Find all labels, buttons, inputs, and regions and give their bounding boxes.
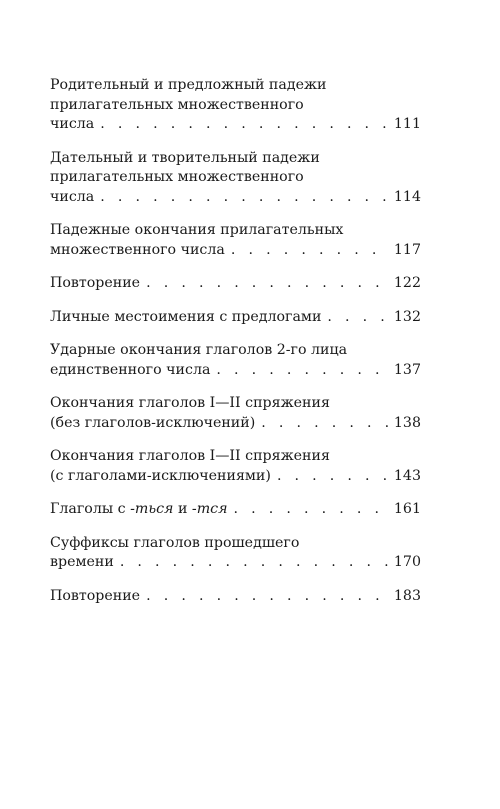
toc-entry [50, 500, 421, 520]
page-number: 137 [393, 361, 421, 378]
toc-entry-last-line [50, 553, 421, 573]
toc-entry-last-line [50, 241, 421, 261]
page-number: 138 [393, 414, 421, 431]
page-number: 117 [393, 241, 421, 258]
toc-entry-title-line: единственного числа [50, 361, 211, 378]
toc-entry-last-line [50, 587, 421, 607]
toc-entry [50, 447, 421, 486]
toc-entry-title-line: прилагательных множественного [50, 96, 304, 113]
dot-leader [261, 414, 388, 434]
dot-leader [327, 308, 387, 328]
toc-entry-title-line: Падежные окончания прилагательных [50, 222, 344, 238]
toc-entry-title-line: числа [50, 116, 95, 132]
toc-entry-last-line [50, 274, 421, 294]
toc-entry-title-line: числа [50, 188, 95, 205]
toc-entry-last-line [50, 188, 421, 208]
dot-leader [216, 361, 387, 381]
page-number: 183 [393, 587, 421, 604]
page-number: 114 [393, 188, 421, 205]
table-of-contents [50, 76, 421, 620]
toc-entry [50, 587, 421, 607]
toc-entry-last-line [50, 361, 421, 381]
dot-leader [234, 500, 388, 520]
toc-entry-last-line [50, 414, 421, 434]
page-number: 170 [393, 554, 421, 570]
toc-entry-title-line: Суффиксы глаголов прошедшего [50, 534, 300, 551]
dot-leader [100, 188, 388, 208]
dot-leader [146, 274, 388, 294]
dot-leader [231, 241, 388, 261]
toc-entry-title-line: Дательный и творительный падежи [50, 149, 320, 166]
dot-leader [120, 553, 388, 573]
toc-entry [50, 341, 421, 380]
title-text: и [173, 501, 192, 517]
dot-leader [146, 587, 388, 607]
dot-leader [100, 115, 388, 135]
page-number: 161 [393, 501, 421, 517]
suffix-italic: -ться [130, 501, 174, 517]
suffix-italic: -тся [191, 501, 228, 517]
toc-entry [50, 534, 421, 573]
toc-entry-title-line: Окончания глаголов I—II спряжения [50, 448, 330, 464]
toc-entry-title-line: времени [50, 554, 114, 570]
toc-entry [50, 308, 421, 328]
title-text: Глаголы с [50, 501, 131, 517]
toc-entry-title-line: Родительный и предложный падежи [50, 77, 327, 93]
toc-entry-title-line: Окончания глаголов I—II спряжения [50, 395, 330, 411]
toc-entry [50, 76, 421, 135]
toc-entry-title-line [50, 500, 228, 520]
toc-entry-last-line [50, 308, 421, 328]
toc-entry-title-line: прилагательных множественного [50, 169, 304, 185]
toc-entry-last-line [50, 500, 421, 520]
toc-entry [50, 149, 421, 208]
toc-entry-title-line: Повторение [50, 587, 141, 604]
toc-entry [50, 394, 421, 433]
page-number: 111 [393, 116, 421, 132]
toc-entry-last-line [50, 467, 421, 487]
toc-entry-title-line: (без глаголов-исключений) [50, 414, 256, 431]
dot-leader [277, 467, 388, 487]
toc-entry-title-line: (с глаголами-исключениями) [50, 467, 271, 484]
toc-entry [50, 221, 421, 260]
toc-entry-title-line: множественного числа [50, 241, 225, 258]
toc-entry-title-line: Ударные окончания глаголов 2-го лица [50, 342, 348, 358]
page-number: 143 [393, 467, 421, 484]
toc-entry [50, 274, 421, 294]
toc-entry-title-line: Повторение [50, 275, 141, 291]
toc-entry-title-line: Личные местоимения с предлогами [50, 308, 322, 325]
page-number: 132 [393, 308, 421, 325]
toc-entry-last-line [50, 115, 421, 135]
page-number: 122 [393, 275, 421, 291]
